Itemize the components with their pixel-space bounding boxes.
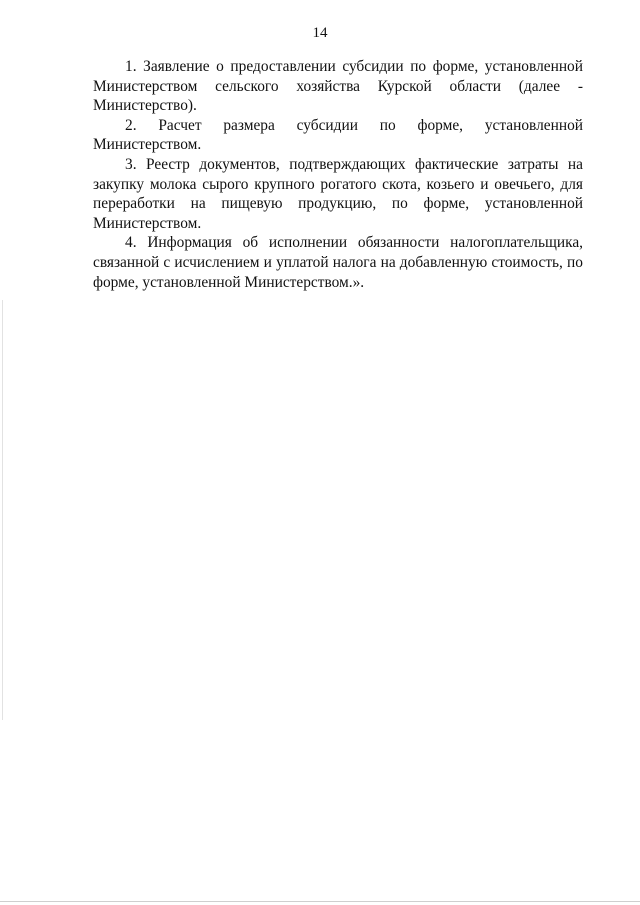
paragraph-item-4: 4. Информация об исполнении обязанности налогоплательщика, связанной с исчислением и уплатой налога на добавленную стоимость, по форме, установленной Министерством.». bbox=[93, 234, 583, 291]
document-body bbox=[93, 57, 583, 292]
scan-edge-left bbox=[2, 300, 3, 720]
paragraph-item-2: 2. Расчет размера субсидии по форме, установленной Министерством. bbox=[93, 116, 583, 154]
paragraph-item-1: 1. Заявление о предоставлении субсидии по форме, установленной Министерством сельского хозяйства Курской области (далее - Министерство). bbox=[93, 58, 583, 115]
page-number: 14 bbox=[312, 25, 328, 41]
scan-edge-bottom bbox=[0, 901, 640, 902]
paragraph-item-3: 3. Реестр документов, подтверждающих фактические затраты на закупку молока сырого крупного рогатого скота, козьего и овечьего, для переработки на пищевую продукцию, по форме, установленной Министерством. bbox=[93, 155, 583, 232]
